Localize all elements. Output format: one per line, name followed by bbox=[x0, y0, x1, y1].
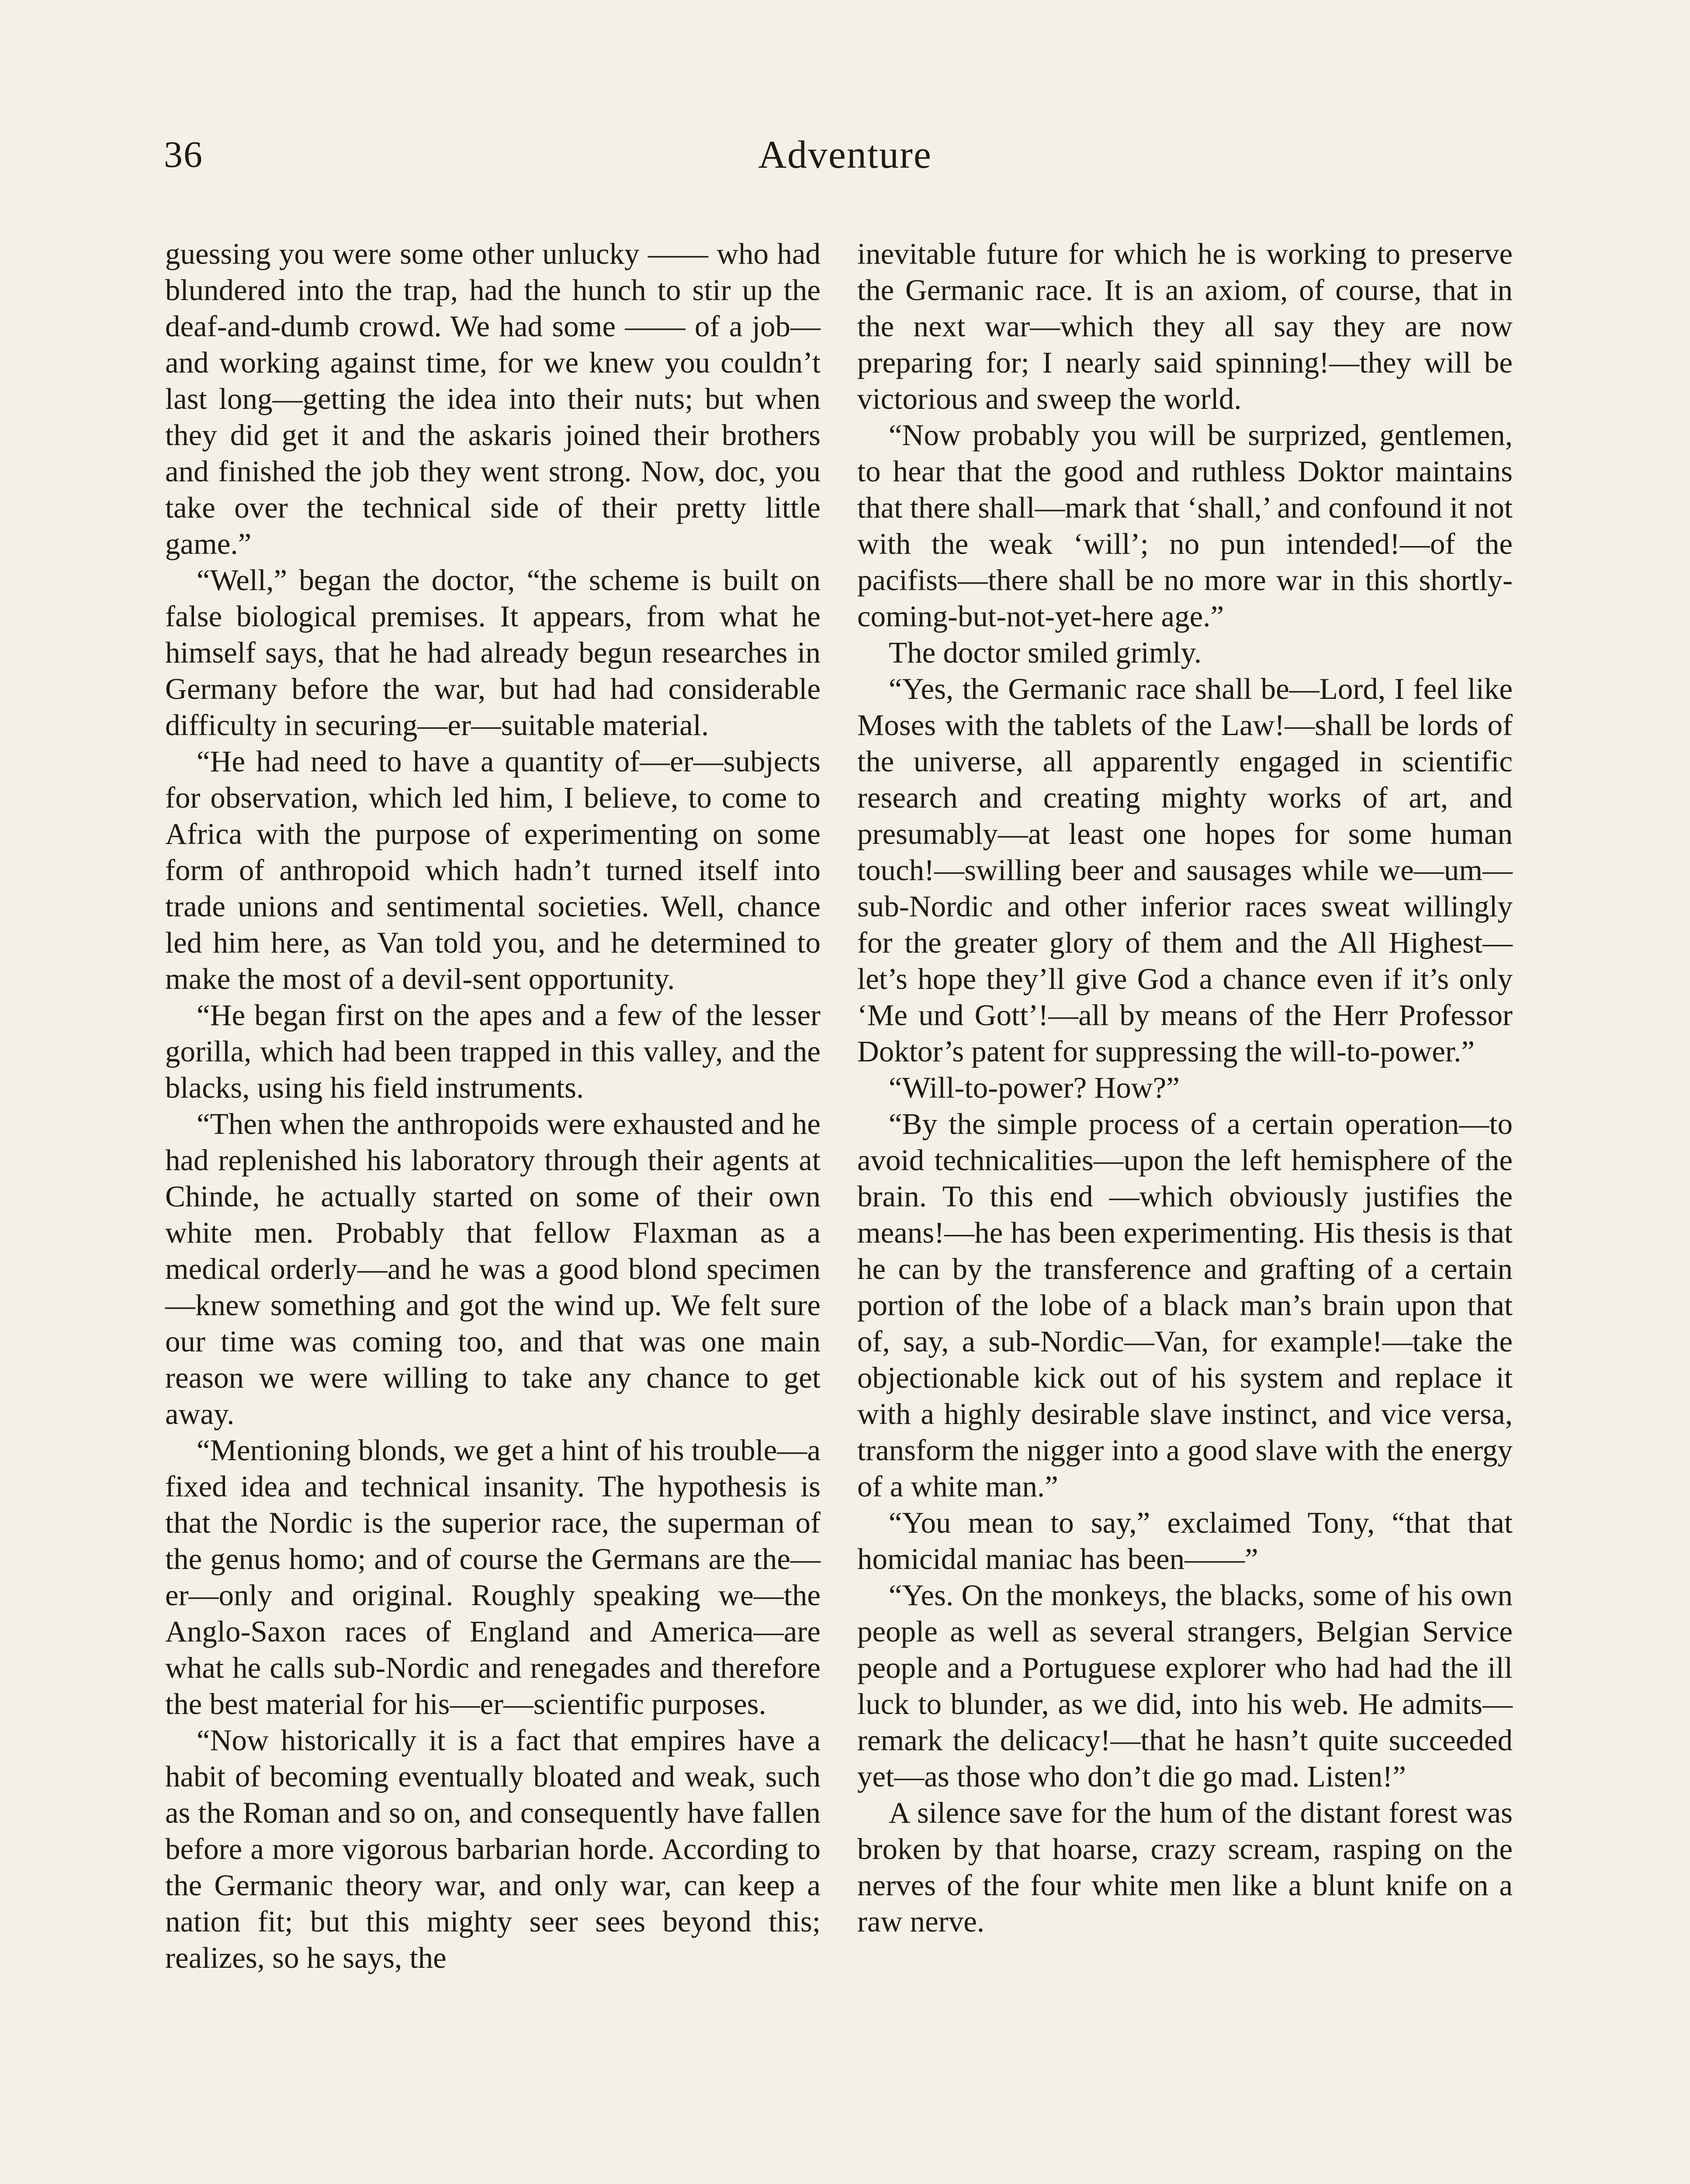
left-column bbox=[165, 236, 821, 1976]
paragraph: A silence save for the hum of the distant forest was broken by that hoarse, crazy scream, rasping on the nerves of the four white men like a blunt knife on a raw nerve. bbox=[857, 1796, 1513, 1938]
paragraph: “Then when the anthropoids were exhausted and he had replenished his laboratory through their agents at Chinde, he actually started on some of their own white men. Probably that fellow Flaxman as a medical orderly—and he was a good blond specimen—knew something and got the wind up. We felt sure our time was coming too, and that was one main reason we were willing to take any chance to get away. bbox=[165, 1107, 821, 1431]
paragraph: “Mentioning blonds, we get a hint of his trouble—a fixed idea and technical insanity. The hypothesis is that the Nordic is the superior race, the superman of the genus homo; and of course the Germans are the—er—only and original. Roughly speaking we—the Anglo-Saxon races of England and America—are what he calls sub-Nordic and renegades and therefore the best material for his—er—scientific purposes. bbox=[165, 1434, 821, 1721]
paragraph: “He began first on the apes and a few of the lesser gorilla, which had been trapped in this valley, and the blacks, using his field instruments. bbox=[165, 999, 821, 1104]
paragraph: “You mean to say,” exclaimed Tony, “that that homicidal maniac has been——” bbox=[857, 1506, 1513, 1576]
paragraph: “Well,” began the doctor, “the scheme is built on false biological premises. It appears, from what he himself says, that he had already begun researches in Germany before the war, but had had considerable difficulty in securing—er—suitable material. bbox=[165, 563, 821, 742]
paragraph: guessing you were some other unlucky —— who had blundered into the trap, had the hunch to stir up the deaf-and-dumb crowd. We had some —— of a job—and working against time, for we knew you couldn’t last long—getting the idea into their nuts; but when they did get it and the askaris joined their brothers and finished the job they went strong. Now, doc, you take over the technical side of their pretty little game.” bbox=[165, 237, 821, 560]
running-title: Adventure bbox=[758, 133, 932, 176]
paragraph: “By the simple process of a certain operation—to avoid technicalities—upon the left hemisphere of the brain. To this end —which obviously justifies the means!—he has been experimenting. His thesis is that he can by the transference and grafting of a certain portion of the lobe of a black man’s brain upon that of, say, a sub-Nordic—Van, for example!—take the objectionable kick out of his system and replace it with a highly desirable slave instinct, and vice versa, transform the nigger into a good slave with the energy of a white man.” bbox=[857, 1107, 1513, 1503]
paragraph: “Yes. On the monkeys, the blacks, some of his own people as well as several strangers, Belgian Service people and a Portuguese explorer who had had the ill luck to blunder, as we did, into his web. He admits—remark the delicacy!—that he hasn’t quite succeeded yet—as those who don’t die go mad. Listen!” bbox=[857, 1579, 1513, 1793]
right-column bbox=[857, 236, 1513, 1940]
paragraph: “Now probably you will be surprized, gentlemen, to hear that the good and ruthless Doktor maintains that there shall—mark that ‘shall,’ and confound it not with the weak ‘will’; no pun intended!—of the pacifists—there shall be no more war in this shortly-coming-but-not-yet-here age.” bbox=[857, 418, 1513, 633]
paragraph: “Now historically it is a fact that empires have a habit of becoming eventually bloated and weak, such as the Roman and so on, and consequently have fallen before a more vigorous barbarian horde. According to the Germanic theory war, and only war, can keep a nation fit; but this mighty seer sees beyond this; realizes, so he says, the bbox=[165, 1724, 821, 1974]
paragraph: “Yes, the Germanic race shall be—Lord, I feel like Moses with the tablets of the Law!—shall be lords of the universe, all apparently engaged in scientific research and creating mighty works of art, and presumably—at least one hopes for some human touch!—swilling beer and sausages while we—um—sub-Nordic and other inferior races sweat willingly for the greater glory of them and the All Highest—let’s hope they’ll give God a chance even if it’s only ‘Me und Gott’!—all by means of the Herr Professor Doktor’s patent for suppressing the will-to-power.” bbox=[857, 672, 1513, 1068]
paragraph: The doctor smiled grimly. bbox=[889, 636, 1202, 669]
paragraph: inevitable future for which he is working to preserve the Germanic race. It is an axiom, of course, that in the next war—which they all say they are now preparing for; I nearly said spinning!—they will be victorious and sweep the world. bbox=[857, 237, 1513, 415]
paragraph: “He had need to have a quantity of—er—subjects for observation, which led him, I believe, to come to Africa with the purpose of experimenting on some form of anthropoid which hadn’t turned itself into trade unions and sentimental societies. Well, chance led him here, as Van told you, and he determined to make the most of a devil-sent opportunity. bbox=[165, 745, 821, 995]
page-number: 36 bbox=[164, 133, 203, 175]
paragraph: “Will-to-power? How?” bbox=[889, 1071, 1180, 1104]
